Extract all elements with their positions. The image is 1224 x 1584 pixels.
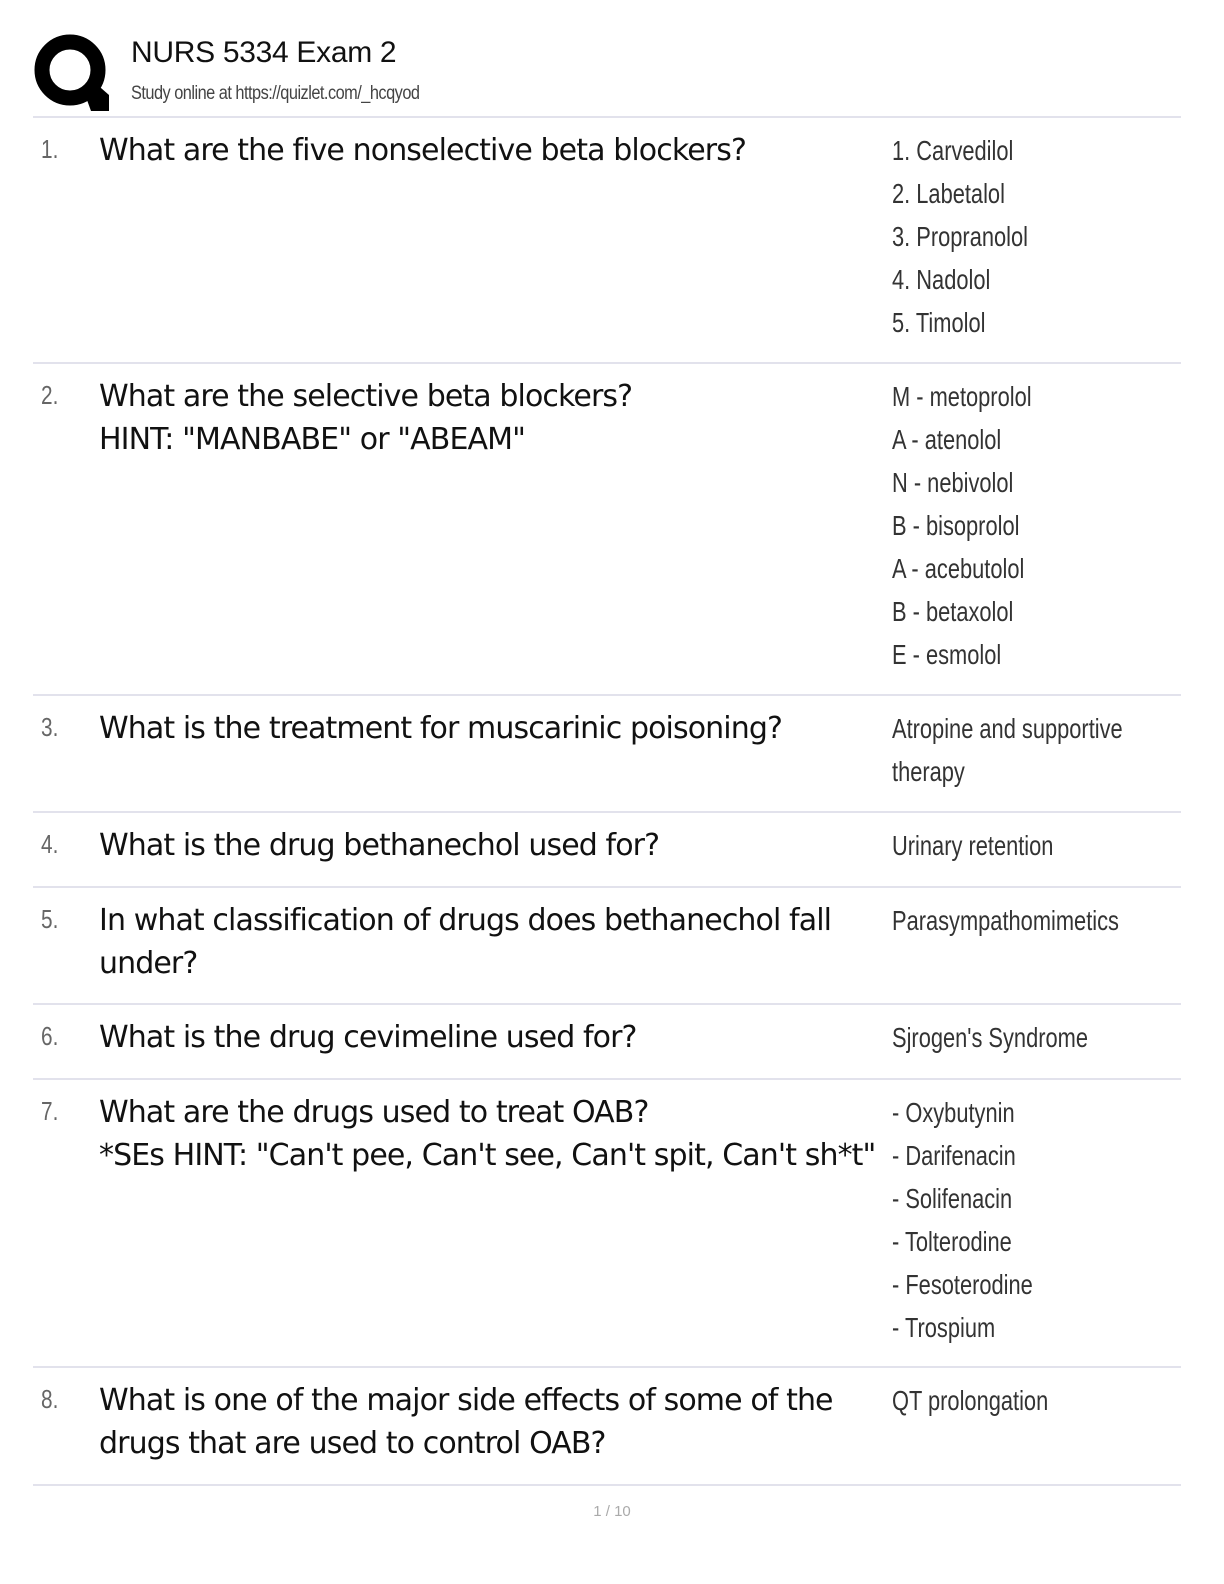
card-answer	[892, 129, 1182, 344]
answer-line: 2. Labetalol	[892, 178, 1005, 209]
flashcard-row	[33, 1368, 1181, 1486]
answer-line: Parasympathomimetics	[892, 905, 1119, 936]
page-indicator: 1 / 10	[593, 1503, 631, 1520]
question-line: What are the five nonselective beta blockers?	[99, 133, 746, 168]
answer-line: 5. Timolol	[892, 307, 986, 338]
flashcard-row	[33, 696, 1181, 813]
card-question	[99, 1016, 889, 1059]
card-number: 2.	[41, 380, 59, 410]
question-line: What is the drug bethanechol used for?	[99, 828, 660, 863]
card-number: 3.	[41, 712, 59, 742]
answer-line: Atropine and supportive	[892, 713, 1123, 744]
answer-line: - Solifenacin	[892, 1183, 1013, 1214]
card-question	[99, 129, 889, 172]
study-online-link-text: Study online at https://quizlet.com/_hcqyod	[131, 83, 420, 104]
flashcard-row	[33, 1080, 1181, 1368]
card-question	[99, 707, 889, 750]
card-answer	[892, 1091, 1182, 1349]
card-number: 6.	[41, 1021, 59, 1051]
quizlet-q-logo-icon	[33, 33, 111, 111]
question-line: What are the drugs used to treat OAB?	[99, 1095, 649, 1130]
flashcard-row	[33, 888, 1181, 1005]
card-number: 8.	[41, 1384, 59, 1414]
question-line: In what classification of drugs does bethanechol fall	[99, 903, 832, 938]
answer-line: QT prolongation	[892, 1385, 1049, 1416]
answer-line: 4. Nadolol	[892, 264, 991, 295]
answer-line: N - nebivolol	[892, 467, 1014, 498]
question-line: *SEs HINT: "Can't pee, Can't see, Can't spit, Can't sh*t"	[99, 1138, 876, 1173]
answer-line: A - atenolol	[892, 424, 1002, 455]
answer-line: Sjrogen's Syndrome	[892, 1022, 1088, 1053]
card-question	[99, 375, 889, 461]
card-answer	[892, 1016, 1182, 1059]
answer-line: B - bisoprolol	[892, 510, 1020, 541]
card-number: 7.	[41, 1096, 59, 1126]
card-answer	[892, 899, 1182, 942]
question-line: What is one of the major side effects of some of the	[99, 1383, 833, 1418]
card-number: 1.	[41, 134, 59, 164]
card-question	[99, 899, 889, 985]
card-answer	[892, 707, 1182, 793]
card-question	[99, 1379, 889, 1465]
answer-line: A - acebutolol	[892, 553, 1025, 584]
answer-line: M - metoprolol	[892, 381, 1032, 412]
flashcard-row	[33, 813, 1181, 888]
answer-line: B - betaxolol	[892, 596, 1014, 627]
flashcard-row	[33, 1005, 1181, 1080]
question-line: What is the treatment for muscarinic poisoning?	[99, 711, 782, 746]
answer-line: 3. Propranolol	[892, 221, 1028, 252]
card-number: 5.	[41, 904, 59, 934]
question-line: What are the selective beta blockers?	[99, 379, 633, 414]
page-header	[33, 30, 1181, 117]
question-line: under?	[99, 946, 198, 981]
flashcard-row	[33, 364, 1181, 696]
question-line: What is the drug cevimeline used for?	[99, 1020, 637, 1055]
answer-line: - Darifenacin	[892, 1140, 1016, 1171]
card-question	[99, 1091, 889, 1177]
answer-line: - Trospium	[892, 1312, 996, 1343]
answer-line: - Tolterodine	[892, 1226, 1012, 1257]
flashcard-row	[33, 118, 1181, 364]
answer-line: 1. Carvedilol	[892, 135, 1014, 166]
answer-line: - Oxybutynin	[892, 1097, 1015, 1128]
card-answer	[892, 1379, 1182, 1422]
answer-line: - Fesoterodine	[892, 1269, 1033, 1300]
card-question	[99, 824, 889, 867]
page-title: NURS 5334 Exam 2	[131, 36, 397, 69]
answer-line: E - esmolol	[892, 639, 1002, 670]
question-line: drugs that are used to control OAB?	[99, 1426, 606, 1461]
flashcard-list	[33, 118, 1181, 1486]
card-number: 4.	[41, 829, 59, 859]
question-line: HINT: "MANBABE" or "ABEAM"	[99, 422, 526, 457]
answer-line: therapy	[892, 756, 965, 787]
card-answer	[892, 824, 1182, 867]
card-answer	[892, 375, 1182, 676]
answer-line: Urinary retention	[892, 830, 1054, 861]
